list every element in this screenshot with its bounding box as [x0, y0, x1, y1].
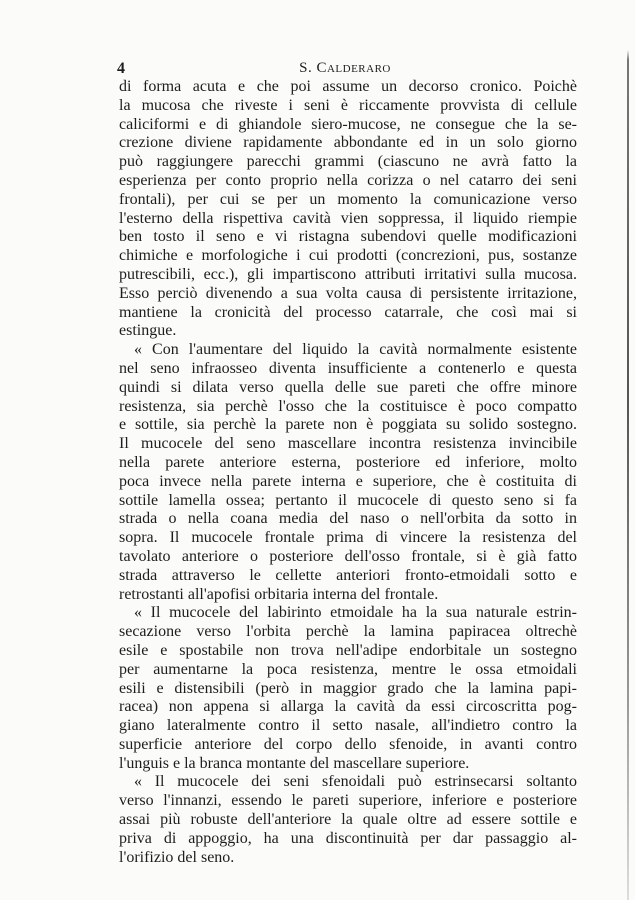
- running-title: S. Calderaro: [299, 60, 391, 76]
- text-line: « Il mucocele del labirinto etmoidale ha la sua naturale estrin-: [134, 604, 577, 622]
- text-line: e sottile, sia perchè la parete non è poggiata su solido sostegno.: [119, 416, 577, 434]
- text-line: mantiene la cronicità del processo catarrale, che così mai si: [119, 303, 577, 321]
- text-line: superficie anteriore del corpo dello sfenoide, in avanti contro: [119, 735, 577, 753]
- text-line: strada attraverso le cellette anteriori fronto-etmoidali sotto e: [119, 566, 577, 584]
- text-line: tavolato anteriore o posteriore dell'osso frontale, si è già fatto: [119, 547, 577, 565]
- text-line: frontali), per cui se per un momento la comunicazione verso: [119, 190, 577, 208]
- text-line: « Il mucocele dei seni sfenoidali può estrinsecarsi soltanto: [134, 773, 577, 791]
- text-line: estingue.: [119, 322, 177, 340]
- text-line: l'orifizio del seno.: [119, 848, 235, 866]
- text-line: assai più robuste dell'anteriore la quale oltre ad essere sottile e: [119, 811, 577, 829]
- text-line: caliciformi e di ghiandole siero-mucose, ne consegue che la se-: [119, 115, 577, 133]
- text-line: racea) non appena si allarga la cavità da essi circoscritta pog-: [119, 698, 577, 716]
- text-line: esili e distensibili (però in maggior grado che la lamina papi-: [119, 679, 577, 697]
- text-line: la mucosa che riveste i seni è riccamente provvista di cellule: [119, 96, 577, 114]
- text-line: sottile lamella ossea; pertanto il mucocele di questo seno si fa: [119, 491, 577, 509]
- text-line: Esso perciò divenendo a sua volta causa di persistente irritazione,: [119, 284, 577, 302]
- text-line: per aumentarne la poca resistenza, mentre le ossa etmoidali: [119, 660, 577, 678]
- text-line: esperienza per conto proprio nella corizza o nel catarro dei seni: [119, 171, 577, 189]
- text-line: nel seno infraosseo diventa insufficiente a contenerlo e questa: [119, 359, 577, 377]
- text-line: l'esterno della rispettiva cavità vien soppressa, il liquido riempie: [119, 209, 577, 227]
- text-line: priva di appoggio, ha una discontinuità per dar passaggio al-: [119, 829, 577, 847]
- text-line: poca invece nella parete interna e superiore, che è costituita di: [119, 472, 577, 490]
- text-line: ben tosto il seno e vi ristagna subendovi quelle modificazioni: [119, 228, 577, 246]
- text-line: resistenza, sia perchè l'osso che la costituisce è poco compatto: [119, 397, 577, 415]
- text-line: « Con l'aumentare del liquido la cavità normalmente esistente: [134, 341, 577, 359]
- text-line: giano lateralmente contro il setto nasale, all'indietro contro la: [119, 717, 577, 735]
- text-line: di forma acuta e che poi assume un decorso cronico. Poichè: [119, 78, 577, 95]
- text-line: putrescibili, ecc.), gli impartiscono attributi irritativi sulla mucosa.: [119, 265, 577, 283]
- page-number: 4: [117, 60, 125, 77]
- page-body: [119, 78, 577, 867]
- scan-page-edge: [627, 0, 629, 900]
- text-line: può raggiungere parecchi grammi (ciascuno ne avrà fatto la: [119, 153, 577, 171]
- text-line: quindi si dilata verso quella delle sue pareti che offre minore: [119, 378, 577, 396]
- text-line: l'unguis e la branca montante del mascellare superiore.: [119, 754, 470, 772]
- text-line: sopra. Il mucocele frontale prima di vincere la resistenza del: [119, 529, 577, 547]
- text-line: chimiche e morfologiche i cui prodotti (concrezioni, pus, sostanze: [119, 247, 577, 265]
- text-line: secazione verso l'orbita perchè la lamina papiracea oltrechè: [119, 623, 577, 641]
- text-line: esile e spostabile non trova nell'adipe endorbitale un sostegno: [119, 641, 577, 659]
- text-line: verso l'innanzi, essendo le pareti superiore, inferiore e posteriore: [119, 792, 577, 810]
- text-line: nella parete anteriore esterna, posteriore ed inferiore, molto: [119, 453, 577, 471]
- text-line: crezione diviene rapidamente abbondante ed in un solo giorno: [119, 134, 577, 152]
- text-line: retrostanti all'apofisi orbitaria interna del frontale.: [119, 585, 439, 603]
- text-line: Il mucocele del seno mascellare incontra resistenza invincibile: [119, 435, 577, 453]
- text-line: strada o nella coana media del naso o nell'orbita da sotto in: [119, 510, 577, 528]
